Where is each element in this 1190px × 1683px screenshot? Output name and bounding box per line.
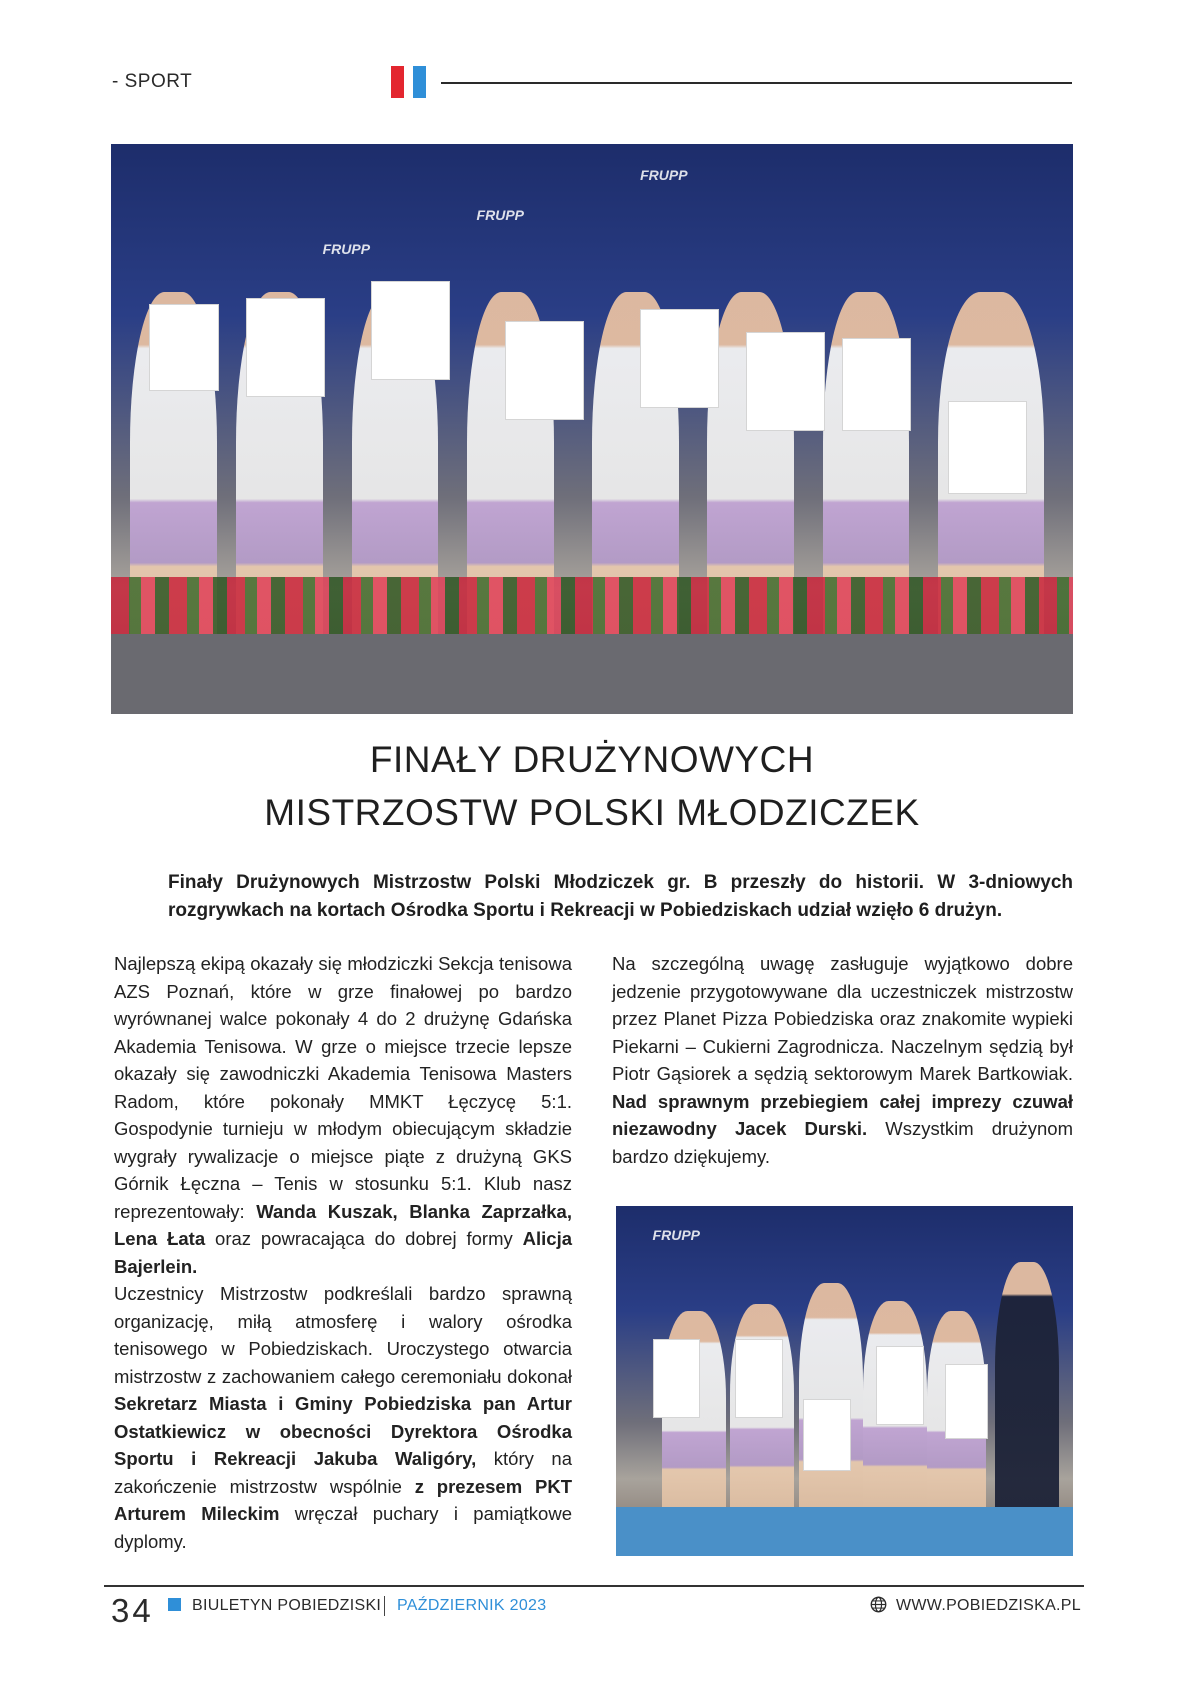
text-run: Na szczególną uwagę zasługuje wyjątkowo dobre jedzenie przygotowywane dla uczestniczek mistrzostw przez Planet Pizza Pobiedziska oraz znakomite wypieki Piekarni – Cukierni Zagrodnicza. Naczelnym sędzią był Piotr Gąsiorek a sędzią sektorowym Marek Bartkowiak.: [612, 953, 1073, 1084]
diploma-image: [948, 401, 1027, 494]
section-flag-blue: [413, 66, 426, 98]
diploma-image: [876, 1346, 924, 1425]
banner-text: FRUPP: [476, 206, 524, 223]
text-run: który na zakończenie mistrzostw wspólnie: [114, 1448, 572, 1497]
section-label: - SPORT: [112, 71, 193, 92]
podium-floor: [616, 1507, 1073, 1556]
text-run: Uczestnicy Mistrzostw podkreślali bardzo sprawną organizację, miłą atmosferę i walory ośrodka tenisowego w Pobiedziskach. Uroczystego otwarcia mistrzostw z zachowaniem całego ceremoniału dokonał: [114, 1283, 572, 1387]
diploma-image: [746, 332, 825, 431]
paragraph: [114, 950, 572, 1280]
flower-bed: [111, 577, 1073, 634]
footer-rule: [104, 1585, 1084, 1587]
footer-separator: [384, 1596, 385, 1616]
diploma-image: [842, 338, 911, 431]
team-photo-top: [111, 144, 1073, 714]
article-title: [111, 733, 1073, 839]
diploma-image: [505, 321, 584, 420]
podium-floor: [111, 634, 1073, 714]
publication-name: BIULETYN POBIEDZISKI: [192, 1597, 382, 1614]
paragraph: [612, 950, 1073, 1170]
article-column-left: [114, 950, 572, 1555]
diploma-image: [653, 1339, 701, 1418]
paragraph: [114, 1280, 572, 1555]
team-photo-bottom: [616, 1206, 1073, 1556]
diploma-image: [945, 1364, 988, 1440]
text-run-bold: Nad sprawnym przebiegiem całej imprezy czuwał niezawodny Jacek Durski.: [612, 1090, 1073, 1139]
diploma-image: [371, 281, 450, 380]
article-column-right: [612, 950, 1073, 1170]
text-run-bold: Sekretarz Miasta i Gminy Pobiedziska pan Artur Ostatkiewicz w obecności Dyrektora Ośrodka Sportu i Rekreacji Jakuba Waligóry,: [114, 1393, 572, 1469]
diploma-image: [735, 1339, 783, 1418]
diploma-image: [803, 1399, 851, 1471]
text-run-bold: Wanda Kuszak, Blanka Zaprzałka, Lena Łata: [114, 1200, 572, 1249]
section-flag-red: [391, 66, 404, 98]
diploma-image: [640, 309, 719, 408]
diploma-image: [246, 298, 325, 397]
page-number: 34: [111, 1592, 154, 1629]
text-run-bold: z prezesem PKT Arturem Mileckim: [114, 1475, 573, 1524]
globe-icon: [870, 1596, 887, 1613]
text-run: Najlepszą ekipą okazały się młodziczki Sekcja tenisowa AZS Poznań, które w grze finałowej po bardzo wyrównanej walce pokonały 4 do 2 drużynę Gdańska Akademia Tenisowa. W grze o miejsce trzecie lepsze okazały się zawodniczki Akademia Tenisowa Masters Radom, które pokonały MMKT Łęczycę 5:1. Gospodynie turnieju w młodym obiecującym składzie wygrały rywalizacje o miejsce piąte z drużyną GKS Górnik Łęczna – Tenis w stosunku 5:1. Klub nasz reprezentowały:: [114, 953, 572, 1222]
text-run-bold: Alicja Bajerlein.: [114, 1228, 572, 1277]
person-figure: [995, 1262, 1059, 1528]
banner-text: FRUPP: [322, 240, 371, 257]
diploma-image: [149, 304, 218, 392]
text-run: wręczał puchary i pamiątkowe dyplomy.: [114, 1503, 572, 1552]
article-lead: Finały Drużynowych Mistrzostw Polski Młodziczek gr. B przeszły do historii. W 3-dniowych rozgrywkach na kortach Ośrodka Sportu i Rekreacji w Pobiedziskach udział wzięło 6 drużyn.: [168, 872, 1073, 921]
header-rule: [441, 82, 1072, 84]
website-link[interactable]: WWW.POBIEDZISKA.PL: [896, 1597, 1081, 1614]
publication-date: PAŹDZIERNIK 2023: [397, 1597, 547, 1614]
footer-accent-square: [168, 1598, 181, 1611]
title-line: MISTRZOSTW POLSKI MŁODZICZEK: [264, 792, 920, 833]
text-run: Wszystkim drużynom bardzo dziękujemy.: [612, 1118, 1073, 1167]
title-line: FINAŁY DRUŻYNOWYCH: [369, 739, 815, 780]
text-run: oraz powracająca do dobrej formy: [205, 1228, 523, 1249]
banner-text: FRUPP: [652, 1227, 700, 1243]
banner-text: FRUPP: [640, 166, 688, 183]
